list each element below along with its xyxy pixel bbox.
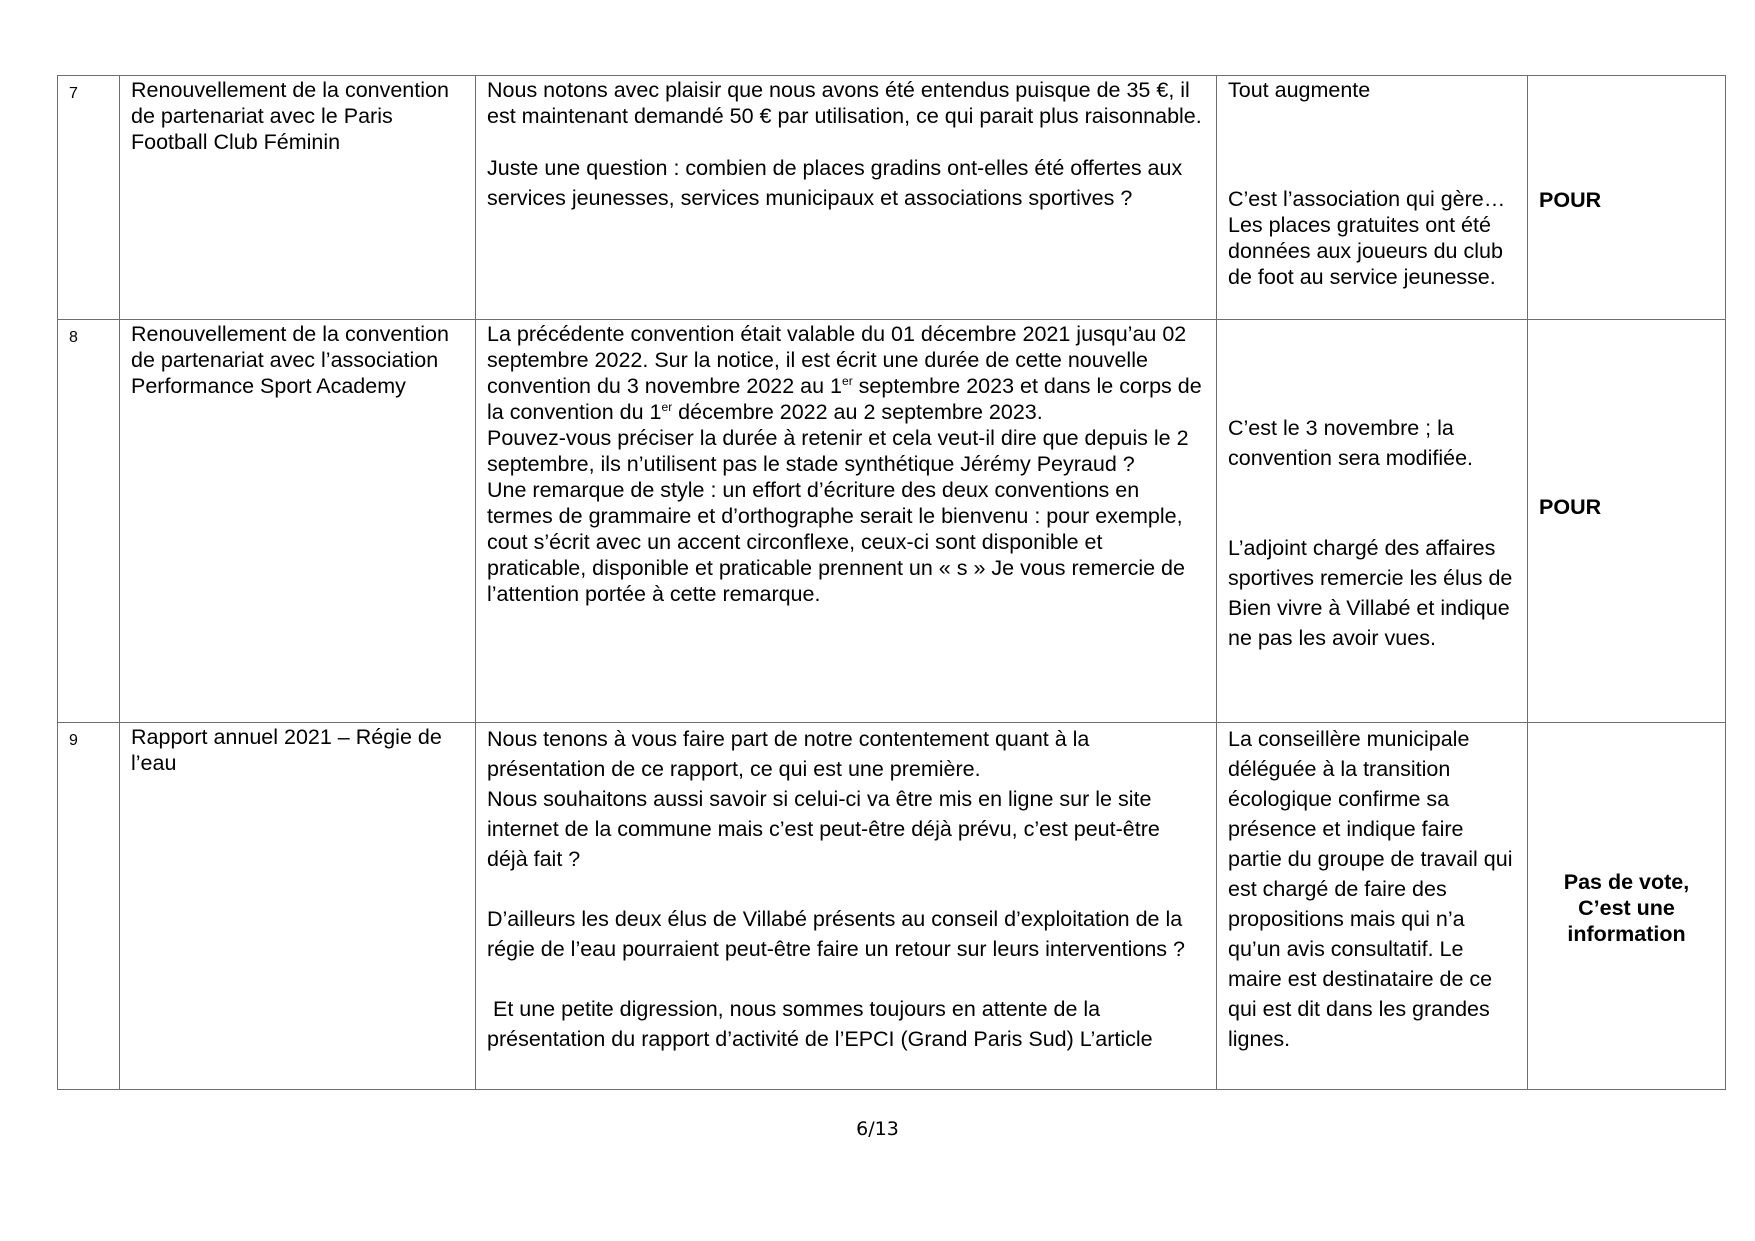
question-text: décembre 2022 au 2 septembre 2023.	[672, 400, 1043, 424]
superscript: er	[661, 399, 673, 414]
question-text: La précédente convention était valable du 01 décembre 2021 jusqu’au 02 septembre 2022. Sur la notice, il est écrit une durée de cette nouvelle convention du 3 novembre 2022 au 1	[487, 322, 1187, 398]
question-paragraph: Juste une question : combien de places gradins ont-elles été offertes aux services jeunesses, services municipaux et associations sportives ?	[487, 156, 1183, 210]
vote-cell	[1528, 723, 1726, 1090]
answer-paragraph: Tout augmente	[1228, 78, 1371, 102]
subject-cell	[120, 723, 476, 1090]
answer-paragraph: L’adjoint chargé des affaires sportives remercie les élus de Bien vivre à Villabé et indique ne pas les avoir vues.	[1228, 536, 1513, 650]
subject-cell	[120, 76, 476, 320]
vote-line: information	[1567, 922, 1686, 946]
question-cell	[476, 723, 1217, 1090]
question-paragraph	[487, 321, 1205, 425]
question-paragraph: Nous notons avec plaisir que nous avons été entendus puisque de 35 €, il est maintenant demandé 50 € par utilisation, ce qui parait plus raisonnable.	[487, 78, 1202, 128]
superscript: er	[842, 373, 853, 388]
question-cell	[476, 76, 1217, 320]
question-paragraph: Une remarque de style : un effort d’écriture des deux conventions en termes de grammaire et d’orthographe serait le bienvenu : pour exemple, cout s’écrit avec un accent circonflexe, ceux-ci sont disponible et praticable, disponible et praticable prennent un « s » Je vous remercie de l’attention portée à cette remarque.	[487, 478, 1185, 606]
vote-cell	[1528, 76, 1726, 320]
vote-result: POUR	[1539, 188, 1602, 212]
question-text: septembre 2023 et dans le corps de la convention du 1	[487, 374, 1202, 424]
subject-text: Renouvellement de la convention de partenariat avec le Paris Football Club Féminin	[131, 78, 449, 154]
item-number: 9	[69, 732, 78, 749]
question-paragraph: Nous souhaitons aussi savoir si celui-ci va être mis en ligne sur le site internet de la commune mais c’est peut-être déjà prévu, c’est peut-être déjà fait ?	[487, 787, 1160, 871]
item-number-cell	[58, 723, 120, 1090]
item-number-cell	[58, 320, 120, 723]
page-number: 6/13	[856, 1118, 899, 1140]
item-number: 8	[69, 329, 78, 346]
answer-paragraph: La conseillère municipale déléguée à la transition écologique confirme sa présence et indique faire partie du groupe de travail qui est chargé de faire des propositions mais qui n’a qu’un avis consultatif. Le maire est destinataire de ce qui est dit dans les grandes lignes.	[1228, 727, 1513, 1051]
question-cell	[476, 320, 1217, 723]
answer-paragraph: C’est le 3 novembre ; la convention sera modifiée.	[1228, 416, 1474, 470]
answer-cell	[1217, 320, 1528, 723]
subject-text: Renouvellement de la convention de partenariat avec l’association Performance Sport Academy	[131, 322, 449, 398]
table-row	[58, 723, 1726, 1090]
subject-cell	[120, 320, 476, 723]
vote-result: POUR	[1539, 495, 1602, 519]
item-number: 7	[69, 85, 78, 102]
table-row	[58, 76, 1726, 320]
vote-cell	[1528, 320, 1726, 723]
question-paragraph: D’ailleurs les deux élus de Villabé présents au conseil d’exploitation de la régie de l’eau pourraient peut-être faire un retour sur leurs interventions ?	[487, 907, 1185, 961]
vote-result	[1539, 869, 1714, 947]
vote-line: C’est une	[1578, 896, 1675, 920]
question-paragraph: Pouvez-vous préciser la durée à retenir et cela veut-il dire que depuis le 2 septembre, ils n’utilisent pas le stade synthétique Jérémy Peyraud ?	[487, 426, 1189, 476]
answer-cell	[1217, 723, 1528, 1090]
question-paragraph: Et une petite digression, nous sommes toujours en attente de la présentation du rapport d’activité de l’EPCI (Grand Paris Sud) L’article	[487, 997, 1153, 1051]
answer-paragraph: C’est l’association qui gère… Les places gratuites ont été données aux joueurs du club de foot au service jeunesse.	[1228, 187, 1506, 289]
answer-cell	[1217, 76, 1528, 320]
vote-line: Pas de vote,	[1563, 870, 1690, 894]
deliberation-table	[57, 75, 1726, 1090]
question-paragraph: Nous tenons à vous faire part de notre contentement quant à la présentation de ce rapport, ce qui est une première.	[487, 727, 1090, 781]
item-number-cell	[58, 76, 120, 320]
subject-text: Rapport annuel 2021 – Régie de l’eau	[131, 725, 442, 775]
table-row	[58, 320, 1726, 723]
